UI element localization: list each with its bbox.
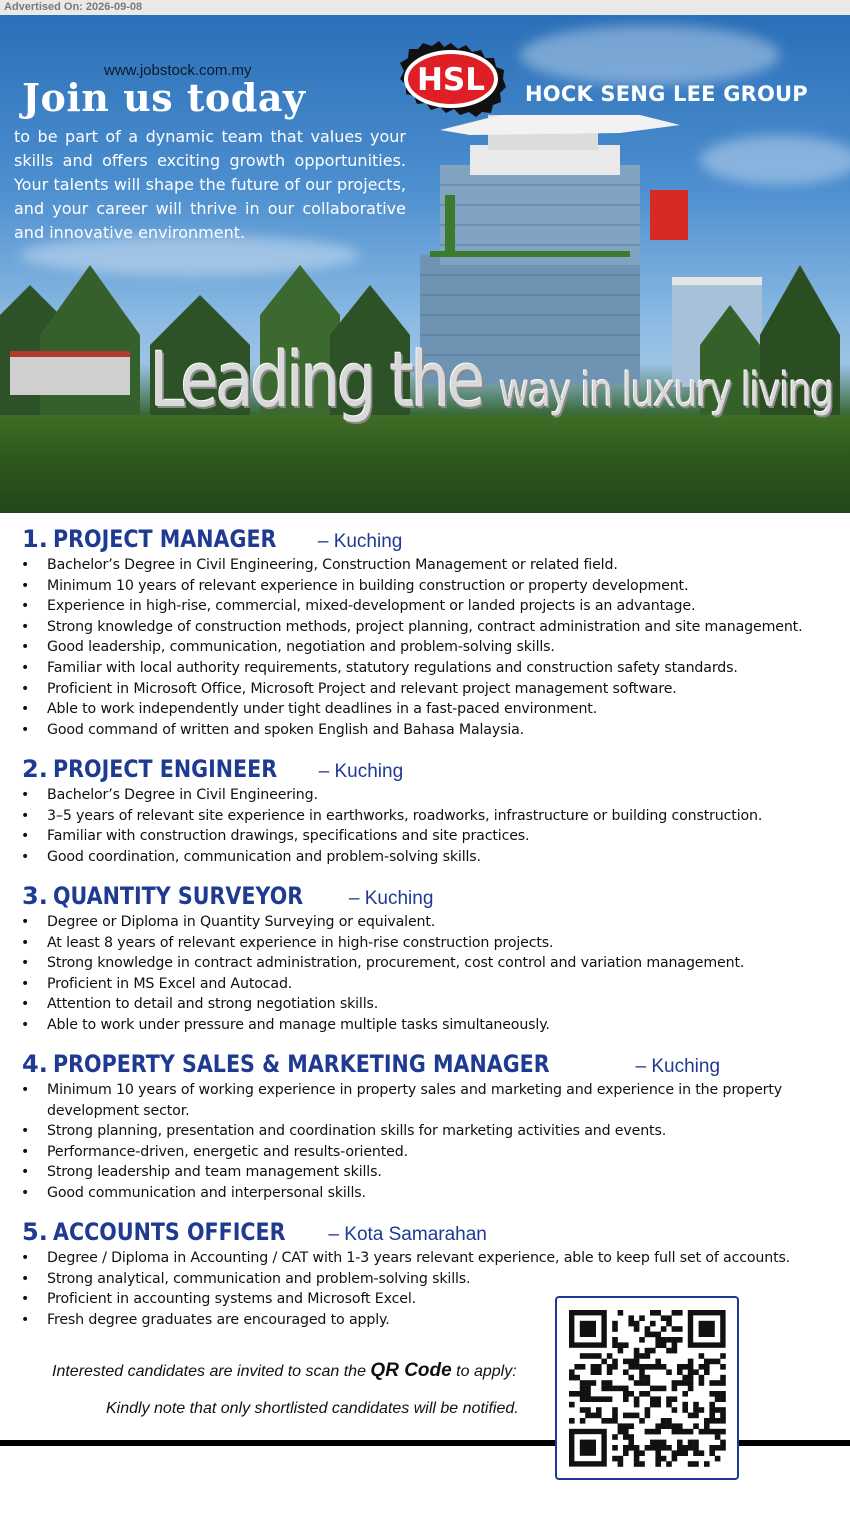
job-title-row — [22, 525, 402, 553]
list-item: • Minimum 10 years of working experience in property sales and marketing and experience in the property development sector. — [19, 1080, 819, 1121]
list-item: • Degree or Diploma in Quantity Surveying or equivalent. — [19, 912, 819, 933]
job-title: QUANTITY SURVEYOR — [52, 882, 304, 910]
headline: Join us today — [22, 75, 306, 120]
job-title: PROPERTY SALES & MARKETING MANAGER — [52, 1050, 550, 1078]
job-title-row — [22, 1050, 720, 1078]
list-item: • Proficient in MS Excel and Autocad. — [19, 974, 819, 995]
job-number: 3. — [22, 882, 48, 910]
job-location: – Kuching — [318, 761, 404, 782]
job-title: PROJECT ENGINEER — [52, 755, 278, 783]
requirements-list — [19, 785, 819, 867]
hero-banner — [0, 15, 850, 513]
shortlist-note: Kindly note that only shortlisted candidates will be notified. — [106, 1400, 519, 1417]
list-item: • Strong knowledge of construction methods, project planning, contract administration and site management. — [19, 617, 819, 638]
job-title-row — [22, 755, 403, 783]
requirements-list — [19, 1080, 819, 1204]
apply-text-before: Interested candidates are invited to scan the — [52, 1363, 371, 1380]
slogan-big: Leading the — [150, 335, 483, 424]
job-location: – Kuching — [348, 888, 434, 909]
list-item: • Bachelor’s Degree in Civil Engineering, Construction Management or related field. — [19, 555, 819, 576]
job-title-row — [22, 1218, 487, 1246]
list-item: • Strong planning, presentation and coordination skills for marketing activities and events. — [19, 1121, 819, 1142]
requirements-list — [19, 912, 819, 1036]
list-item: • Strong analytical, communication and problem-solving skills. — [19, 1269, 819, 1290]
list-item: • Degree / Diploma in Accounting / CAT with 1-3 years relevant experience, able to keep full set of accounts. — [19, 1248, 819, 1269]
list-item: • Strong knowledge in contract administration, procurement, cost control and variation management. — [19, 953, 819, 974]
advertised-bar — [0, 0, 850, 15]
job-title: PROJECT MANAGER — [52, 525, 277, 553]
qr-code-word: QR Code — [370, 1360, 452, 1381]
slogan-small: way in luxury living — [498, 363, 833, 417]
apply-instructions — [52, 1360, 517, 1382]
list-item: • At least 8 years of relevant experience in high-rise construction projects. — [19, 933, 819, 954]
list-item: • Strong leadership and team management skills. — [19, 1162, 819, 1183]
list-item: • Proficient in Microsoft Office, Microsoft Project and relevant project management software. — [19, 679, 819, 700]
intro-text: to be part of a dynamic team that values your skills and offers exciting growth opportunities. Your talents will shape the future of our projects, and your career will thrive in our collaborative and innovative environment. — [14, 127, 406, 242]
list-item: • Familiar with construction drawings, specifications and site practices. — [19, 826, 819, 847]
list-item: • Bachelor’s Degree in Civil Engineering. — [19, 785, 819, 806]
advertised-date: Advertised On: 2026-09-08 — [4, 1, 143, 13]
list-item: • Good communication and interpersonal skills. — [19, 1183, 819, 1204]
job-location: – Kota Samarahan — [328, 1224, 487, 1245]
list-item: • Good command of written and spoken English and Bahasa Malaysia. — [19, 720, 819, 741]
slogan-sign — [150, 335, 833, 424]
job-location: – Kuching — [317, 531, 403, 552]
site-url[interactable]: www.jobstock.com.my — [104, 62, 252, 79]
qr-code[interactable] — [555, 1296, 739, 1480]
list-item: • Familiar with local authority requirements, statutory regulations and construction safety standards. — [19, 658, 819, 679]
job-location: – Kuching — [635, 1056, 721, 1077]
qr-code-icon[interactable] — [557, 1298, 737, 1478]
list-item: • Fresh degree graduates are encouraged to apply. — [19, 1310, 819, 1331]
job-number: 1. — [22, 525, 48, 553]
apply-text-after: to apply: — [451, 1363, 517, 1380]
job-number: 4. — [22, 1050, 48, 1078]
hedge — [0, 415, 850, 513]
list-item: • Experience in high-rise, commercial, mixed-development or landed projects is an advantage. — [19, 596, 819, 617]
list-item: • Attention to detail and strong negotiation skills. — [19, 994, 819, 1015]
list-item: • Minimum 10 years of relevant experience in building construction or property development. — [19, 576, 819, 597]
job-number: 5. — [22, 1218, 48, 1246]
list-item: • Good leadership, communication, negotiation and problem-solving skills. — [19, 637, 819, 658]
list-item: • Able to work under pressure and manage multiple tasks simultaneously. — [19, 1015, 819, 1036]
list-item: • Performance-driven, energetic and results-oriented. — [19, 1142, 819, 1163]
requirements-list — [19, 555, 819, 740]
hsl-logo — [396, 41, 506, 117]
job-number: 2. — [22, 755, 48, 783]
list-item: • Good coordination, communication and problem-solving skills. — [19, 847, 819, 868]
job-title: ACCOUNTS OFFICER — [52, 1218, 286, 1246]
job-title-row — [22, 882, 433, 910]
company-name: HOCK SENG LEE GROUP — [525, 82, 808, 106]
list-item: • 3–5 years of relevant site experience in earthworks, roadworks, infrastructure or building construction. — [19, 806, 819, 827]
list-item: • Proficient in accounting systems and Microsoft Excel. — [19, 1289, 819, 1310]
list-item: • Able to work independently under tight deadlines in a fast-paced environment. — [19, 699, 819, 720]
logo-text: HSL — [416, 62, 486, 98]
